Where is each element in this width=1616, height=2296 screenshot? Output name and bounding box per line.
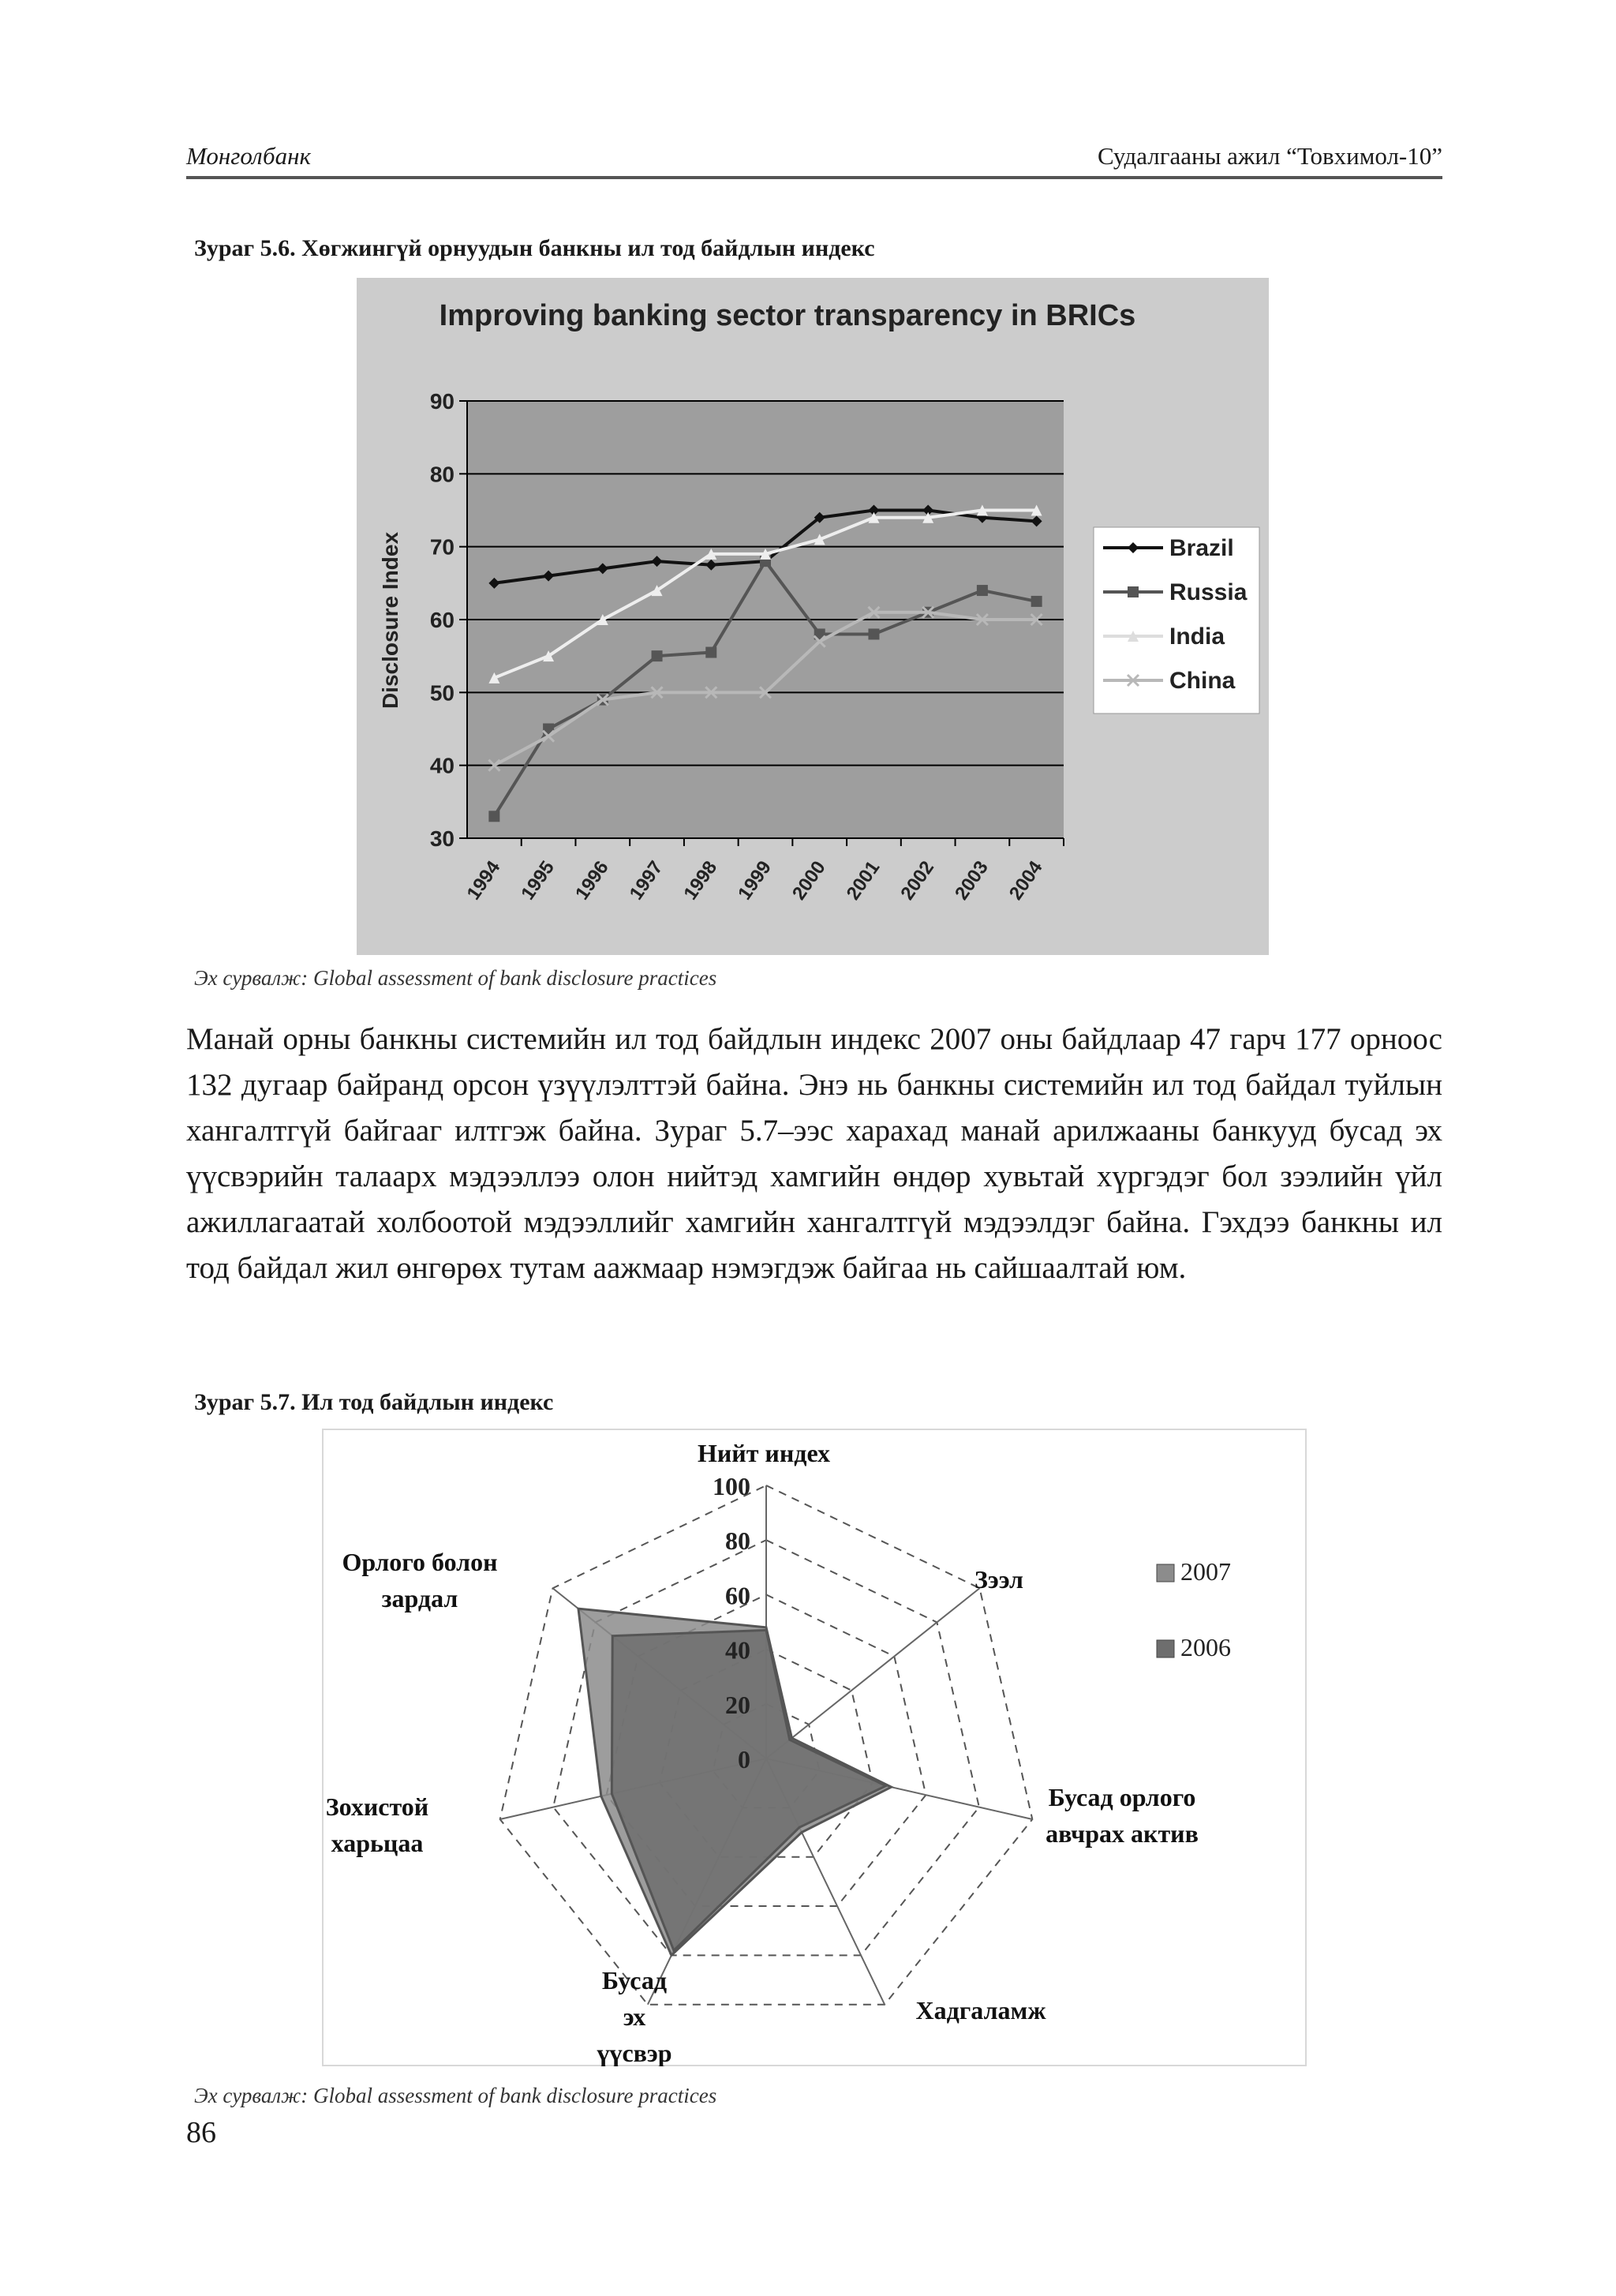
y-tick-label: 40: [429, 753, 454, 778]
point-russia: [977, 585, 988, 596]
radar-frame: [323, 1429, 1306, 2066]
figure-2-caption: Зураг 5.7. Ил тод байдлын индекс: [194, 1389, 554, 1415]
point-russia: [1031, 596, 1042, 607]
radar-axis-label-line: зардал: [381, 1584, 458, 1612]
radar-axis-label-line: үүсвэр: [597, 2039, 672, 2066]
figure-1-caption: Зураг 5.6. Хөгжингүй орнуудын банкны ил тод байдлын индекс: [194, 235, 875, 261]
radar-scale-label: 20: [725, 1690, 750, 1719]
line-chart: [357, 278, 1269, 955]
x-tick-label: 1995: [517, 856, 559, 905]
radar-axis-label-line: Орлого болон: [342, 1548, 498, 1576]
radar-scale-label: 40: [725, 1635, 750, 1665]
y-tick-label: 90: [429, 389, 454, 414]
radar-axis-label-line: эх: [623, 2002, 646, 2031]
radar-chart: [322, 1429, 1307, 2066]
x-tick-label: 1998: [679, 856, 722, 905]
radar-legend-swatch-2006: [1157, 1640, 1174, 1657]
radar-axis-label: Зээл: [974, 1565, 1023, 1594]
radar-axis-label-line: авчрах актив: [1046, 1819, 1199, 1848]
chart-legend: [1094, 527, 1259, 714]
point-russia: [652, 650, 663, 661]
header-rule: [186, 176, 1442, 179]
radar-axis-label-line: харьцаа: [331, 1829, 424, 1857]
legend-label-india: India: [1169, 624, 1225, 650]
point-russia: [868, 628, 879, 639]
running-header-left: Монголбанк: [186, 142, 311, 170]
point-russia: [705, 647, 716, 658]
radar-axis-label-line: Бусад орлого: [1048, 1783, 1196, 1811]
body-paragraph: Манай орны банкны системийн ил тод байдлын индекс 2007 оны байдлаар 47 гарч 177 орноос 132 дугаар байранд орсон үзүүлэлттэй байна. Энэ нь банкны системийн ил тод байдал туйлын хангалтгүй байгааг илтгэж байна. Зураг 5.7–ээс харахад манай арилжааны банкууд бусад эх үүсвэрийн талаарх мэдээллээ олон нийтэд хамгийн өндөр хувьтай хүргэдэг бол зээлийн үйл ажиллагаатай холбоотой мэдээллийг хамгийн хангалтгүй мэдээлдэг байна. Гэхдээ банкны ил тод байдал жил өнгөрөх тутам аажмаар нэмэгдэж байгаа нь сайшаалтай юм.: [186, 1022, 1442, 1285]
radar-scale-label: 0: [738, 1745, 750, 1774]
radar-axis-label: Хадгаламж: [915, 1996, 1046, 2024]
x-tick-label: 2000: [787, 856, 830, 905]
x-tick-label: 2001: [842, 856, 885, 905]
radar-legend-label-2006: 2006: [1180, 1633, 1231, 1661]
x-tick-label: 1997: [625, 856, 668, 905]
running-header-right: Судалгааны ажил “Товхимол-10”: [1098, 142, 1442, 170]
x-tick-label: 1999: [734, 856, 776, 905]
legend-marker-russia: [1128, 586, 1139, 597]
radar-legend-swatch-2007: [1157, 1564, 1174, 1582]
x-tick-label: 1994: [462, 856, 505, 905]
chart-title: Improving banking sector transparency in BRICs: [439, 299, 1136, 332]
figure-2-source: Эх сурвалж: Global assessment of bank disclosure practices: [194, 2084, 717, 2107]
radar-scale-label: 100: [713, 1472, 750, 1500]
legend-label-russia: Russia: [1169, 579, 1248, 605]
radar-scale-label: 80: [725, 1526, 750, 1556]
figure-1-source: Эх сурвалж: Global assessment of bank disclosure practices: [194, 966, 717, 990]
x-tick-label: 1996: [570, 856, 613, 905]
radar-axis-label: Нийт индех: [697, 1439, 831, 1467]
x-tick-label: 2003: [951, 856, 993, 905]
y-tick-label: 80: [429, 462, 454, 487]
radar-axis-label-line: Бусад: [601, 1966, 668, 1994]
x-tick-label: 2004: [1004, 856, 1047, 905]
y-axis-label: Disclosure Index: [378, 531, 402, 710]
y-tick-label: 50: [429, 680, 454, 706]
y-tick-label: 70: [429, 534, 454, 560]
radar-axis-label-line: Зохистой: [325, 1792, 429, 1821]
legend-label-china: China: [1169, 668, 1236, 694]
legend-label-brazil: Brazil: [1169, 535, 1234, 561]
radar-scale-label: 60: [725, 1581, 750, 1610]
y-tick-label: 30: [429, 826, 454, 851]
y-tick-label: 60: [429, 608, 454, 632]
page-number: 86: [186, 2116, 216, 2149]
point-russia: [488, 811, 499, 822]
x-tick-label: 2002: [896, 856, 939, 905]
radar-legend-label-2007: 2007: [1180, 1557, 1231, 1586]
